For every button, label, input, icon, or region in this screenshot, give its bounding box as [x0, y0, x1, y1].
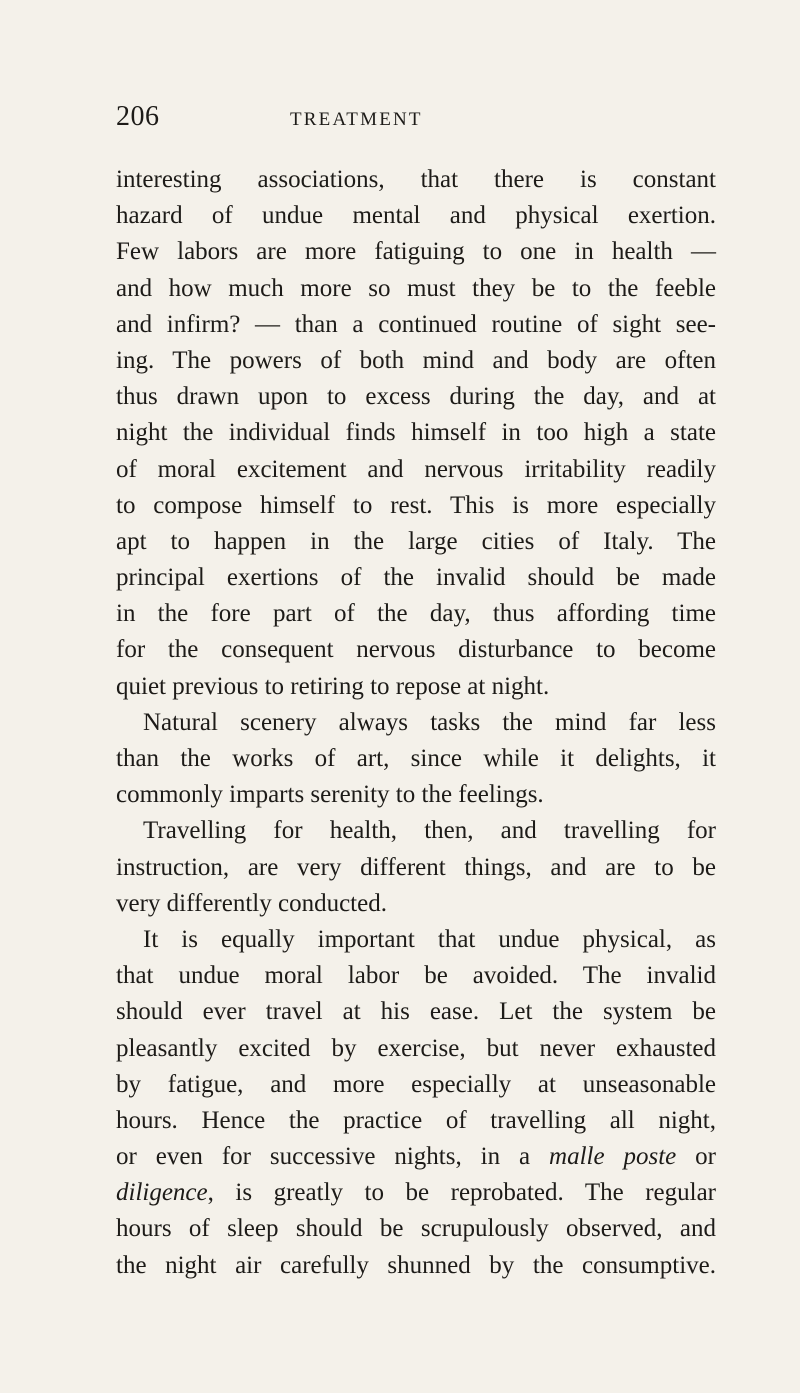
text-line	[116, 1067, 716, 1103]
text-line	[116, 560, 716, 596]
text-line	[116, 922, 716, 958]
text-segment: of moral excitement and nervous irritability readily	[116, 455, 716, 483]
body-text	[116, 162, 716, 1284]
text-line	[116, 1211, 716, 1247]
text-line	[116, 705, 716, 741]
text-segment: and infirm? — than a continued routine of sight see-	[116, 310, 716, 338]
text-line	[116, 307, 716, 343]
text-line	[116, 234, 716, 270]
text-segment: and how much more so must they be to the feeble	[116, 274, 716, 302]
text-line	[116, 488, 716, 524]
text-segment: than the works of art, since while it delights, it	[116, 745, 716, 772]
text-line	[116, 198, 716, 234]
page-number: 206	[116, 101, 160, 132]
text-segment: quiet previous to retiring to repose at night.	[116, 672, 550, 700]
text-line	[116, 1139, 716, 1175]
text-line	[116, 524, 716, 560]
text-segment: very differently conducted.	[116, 889, 387, 917]
text-segment: for the consequent nervous disturbance to become	[116, 636, 716, 664]
text-line	[116, 596, 716, 632]
text-segment: night the individual finds himself in too high a state	[116, 419, 716, 447]
text-segment: should ever travel at his ease. Let the system be	[116, 998, 716, 1026]
text-line	[116, 1175, 716, 1211]
text-segment: or	[676, 1143, 716, 1171]
text-line	[116, 1103, 716, 1139]
text-segment: thus drawn upon to excess during the day, and at	[116, 383, 716, 411]
text-line	[116, 1248, 716, 1284]
section-title: TREATMENT	[290, 109, 423, 130]
text-line	[116, 886, 716, 922]
text-segment: Travelling for health, then, and travelling for	[143, 817, 716, 845]
text-line	[116, 343, 716, 379]
text-segment: or even for successive nights, in a	[116, 1143, 550, 1171]
text-segment: by fatigue, and more especially at unseasonable	[116, 1070, 716, 1098]
text-segment: apt to happen in the large cities of Italy. The	[116, 527, 716, 555]
text-line	[116, 741, 716, 777]
text-line	[116, 669, 716, 705]
text-line	[116, 415, 716, 451]
text-line	[116, 162, 716, 198]
text-segment: in the fore part of the day, thus affording time	[116, 600, 716, 628]
text-segment: Few labors are more fatiguing to one in health —	[116, 238, 716, 266]
text-segment: that undue moral labor be avoided. The invalid	[116, 962, 716, 990]
text-line	[116, 1031, 716, 1067]
text-segment: the night air carefully shunned by the consumptive.	[116, 1251, 716, 1279]
text-line	[116, 452, 716, 488]
text-segment: , is greatly to be reprobated. The regular	[207, 1179, 716, 1207]
text-segment: hours of sleep should be scrupulously observed, and	[116, 1215, 716, 1243]
text-line	[116, 632, 716, 668]
text-line	[116, 850, 716, 886]
text-segment: to compose himself to rest. This is more especially	[116, 491, 716, 519]
text-segment: ing. The powers of both mind and body are often	[116, 346, 716, 374]
text-segment: pleasantly excited by exercise, but never exhausted	[116, 1034, 716, 1062]
italic-text: diligence	[116, 1179, 208, 1207]
text-line	[116, 379, 716, 415]
italic-text: malle poste	[549, 1143, 677, 1171]
text-segment: interesting associations, that there is constant	[116, 166, 716, 193]
text-line	[116, 271, 716, 307]
text-segment: commonly imparts serenity to the feelings.	[116, 781, 544, 809]
text-line	[116, 994, 716, 1030]
text-segment: Natural scenery always tasks the mind far less	[143, 708, 716, 736]
text-segment: It is equally important that undue physical, as	[143, 925, 716, 953]
text-segment: principal exertions of the invalid should be made	[116, 564, 716, 592]
running-head	[116, 103, 716, 139]
text-line	[116, 813, 716, 849]
text-segment: hours. Hence the practice of travelling all night,	[116, 1106, 716, 1134]
text-segment: instruction, are very different things, and are to be	[116, 853, 716, 881]
text-line	[116, 777, 716, 813]
text-line	[116, 958, 716, 994]
text-segment: hazard of undue mental and physical exertion.	[116, 202, 716, 230]
